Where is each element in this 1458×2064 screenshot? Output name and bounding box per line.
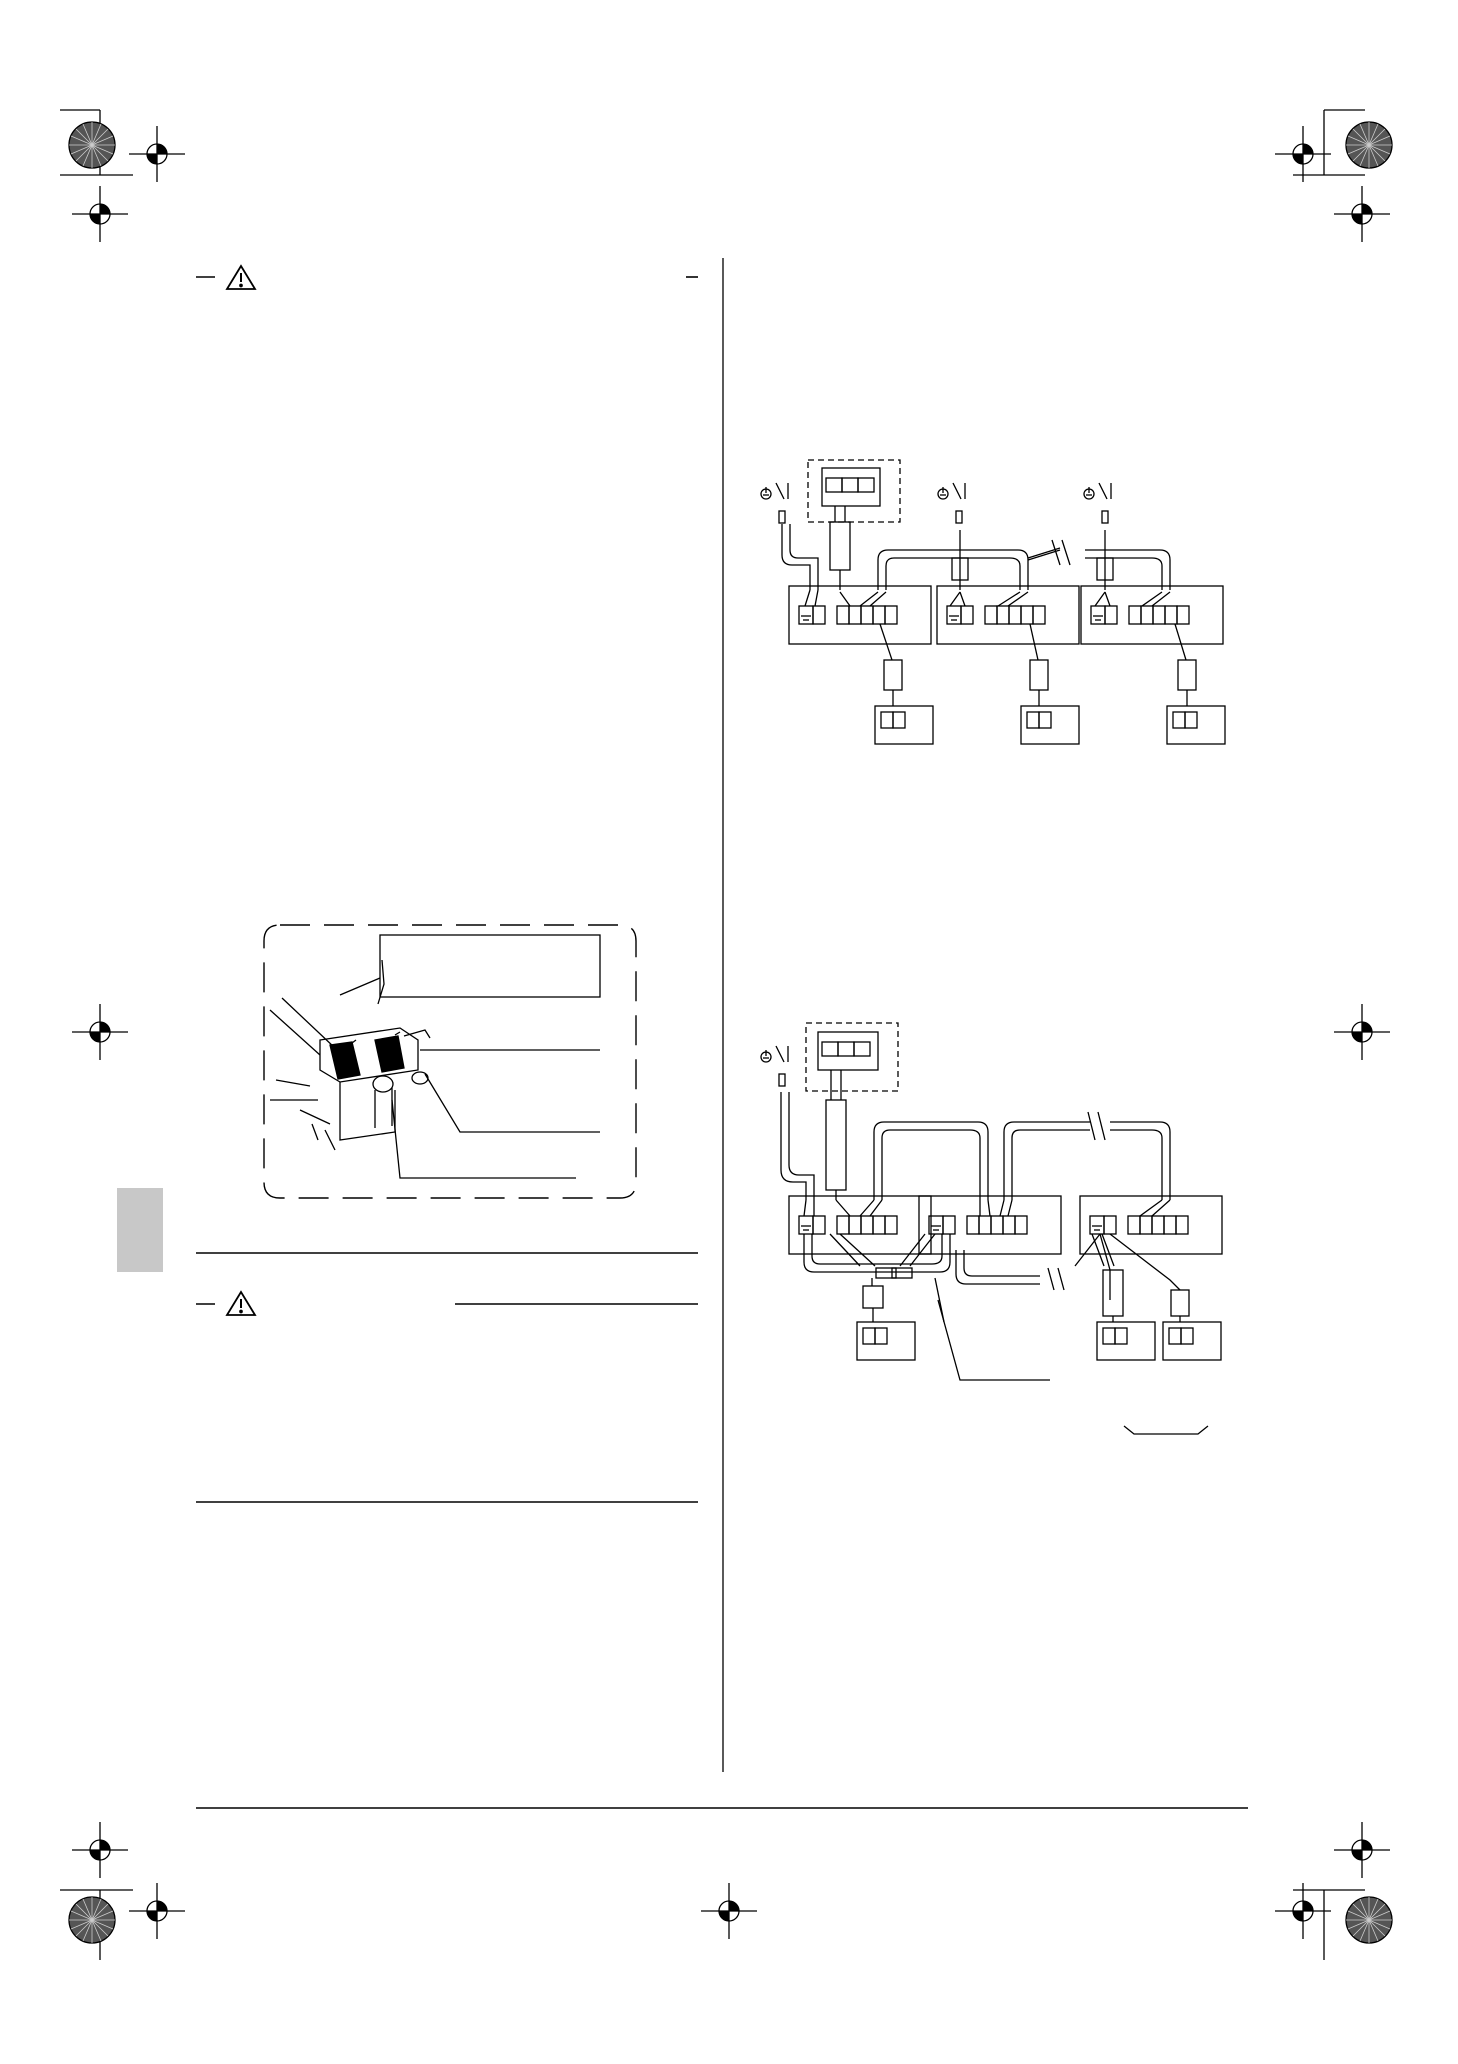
callout-box — [380, 935, 600, 997]
registration-mark-icon — [72, 1004, 128, 1060]
registration-mark-icon — [1275, 1883, 1331, 1939]
registration-mark-icon — [1275, 126, 1331, 182]
color-target-icon — [1346, 122, 1392, 168]
color-target-icon — [1346, 1897, 1392, 1943]
warning-triangle-icon — [227, 266, 255, 289]
crop-marks — [60, 110, 1365, 1960]
warning-box-1 — [196, 266, 698, 289]
warning-box-2 — [196, 1292, 698, 1315]
registration-mark-icon — [72, 1822, 128, 1878]
cable-clamp-figure — [264, 925, 636, 1198]
registration-mark-icon — [1334, 1822, 1390, 1878]
color-target-icon — [69, 122, 115, 168]
wiring-diagram-2 — [761, 1023, 1222, 1434]
registration-mark-icon — [1334, 1004, 1390, 1060]
wiring-diagram-1 — [761, 460, 1225, 744]
warning-triangle-icon — [227, 1292, 255, 1315]
registration-mark-icon — [1334, 186, 1390, 242]
color-target-icon — [69, 1897, 115, 1943]
registration-mark-icon — [129, 1883, 185, 1939]
registration-mark-icon — [129, 126, 185, 182]
registration-mark-icon — [72, 186, 128, 242]
registration-mark-icon — [701, 1883, 757, 1939]
